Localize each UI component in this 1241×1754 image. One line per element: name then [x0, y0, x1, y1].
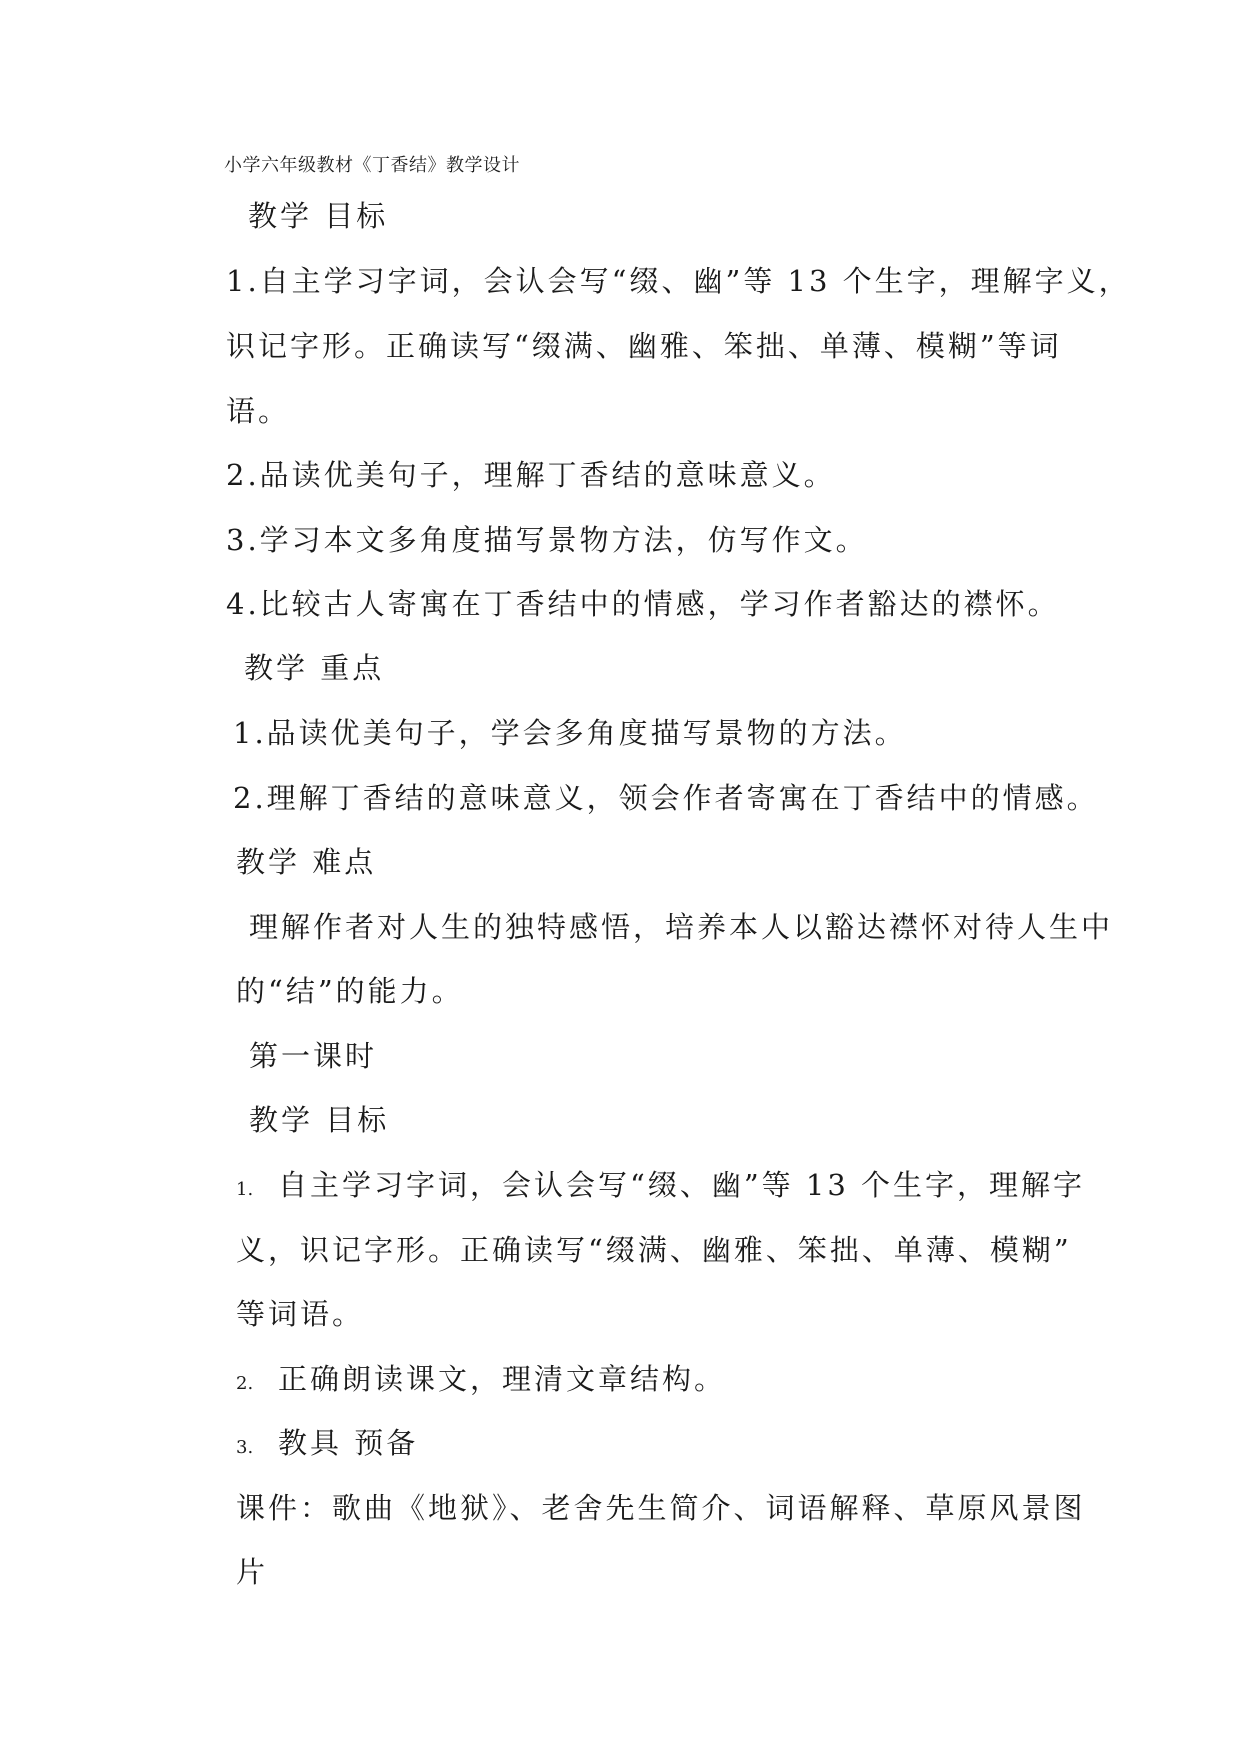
lesson-item-number: 2.	[236, 1373, 254, 1394]
lesson-item-text: 自主学习字词，会认会写“缀、幽”等 13 个生字，理解字	[278, 1168, 1085, 1202]
courseware-line-1: 课件：歌曲《地狱》、老舍先生简介、词语解释、草原风景图	[236, 1491, 1086, 1525]
difficulty-heading: 教学 难点	[236, 845, 377, 879]
objective-line-2: 识记字形。正确读写“缀满、幽雅、笨拙、单薄、模糊”等词	[226, 329, 1062, 363]
courseware-line-2: 片	[236, 1555, 269, 1589]
key-point-line-1: 1.品读优美句子，学会多角度描写景物的方法。	[233, 716, 907, 750]
key-point-line-2: 2.理解丁香结的意味意义，领会作者寄寓在丁香结中的情感。	[233, 781, 1099, 815]
lesson-heading: 第一课时	[249, 1039, 378, 1073]
objectives-heading: 教学 目标	[248, 199, 389, 233]
objective-line-5: 3.学习本文多角度描写景物方法，仿写作文。	[226, 523, 868, 557]
document-title: 小学六年级教材《丁香结》教学设计	[224, 155, 520, 176]
lesson-item-1-cont-1	[236, 1232, 1072, 1268]
lesson-item-2	[236, 1361, 726, 1402]
lesson-objectives-heading: 教学 目标	[249, 1103, 390, 1137]
lesson-item-text: 教具 预备	[278, 1426, 419, 1460]
lesson-item-text: 等词语。	[236, 1297, 365, 1331]
lesson-item-1-cont-2	[236, 1296, 364, 1332]
key-points-heading: 教学 重点	[244, 651, 385, 685]
lesson-item-text: 义，识记字形。正确读写“缀满、幽雅、笨拙、单薄、模糊”	[236, 1233, 1072, 1267]
objective-line-4: 2.品读优美句子，理解丁香结的意味意义。	[226, 458, 836, 492]
lesson-item-text: 正确朗读课文，理清文章结构。	[278, 1362, 727, 1396]
lesson-item-1	[236, 1167, 1085, 1208]
objective-line-1: 1.自主学习字词，会认会写“缀、幽”等 13 个生字，理解字义，	[226, 264, 1131, 298]
lesson-item-3	[236, 1425, 418, 1466]
difficulty-line-1: 理解作者对人生的独特感悟，培养本人以豁达襟怀对待人生中	[249, 910, 1114, 944]
objective-line-6: 4.比较古人寄寓在丁香结中的情感，学习作者豁达的襟怀。	[226, 587, 1060, 621]
objective-line-3: 语。	[226, 394, 291, 428]
lesson-item-number: 1.	[236, 1179, 254, 1200]
difficulty-line-2: 的“结”的能力。	[236, 974, 464, 1008]
lesson-item-number: 3.	[236, 1437, 254, 1458]
